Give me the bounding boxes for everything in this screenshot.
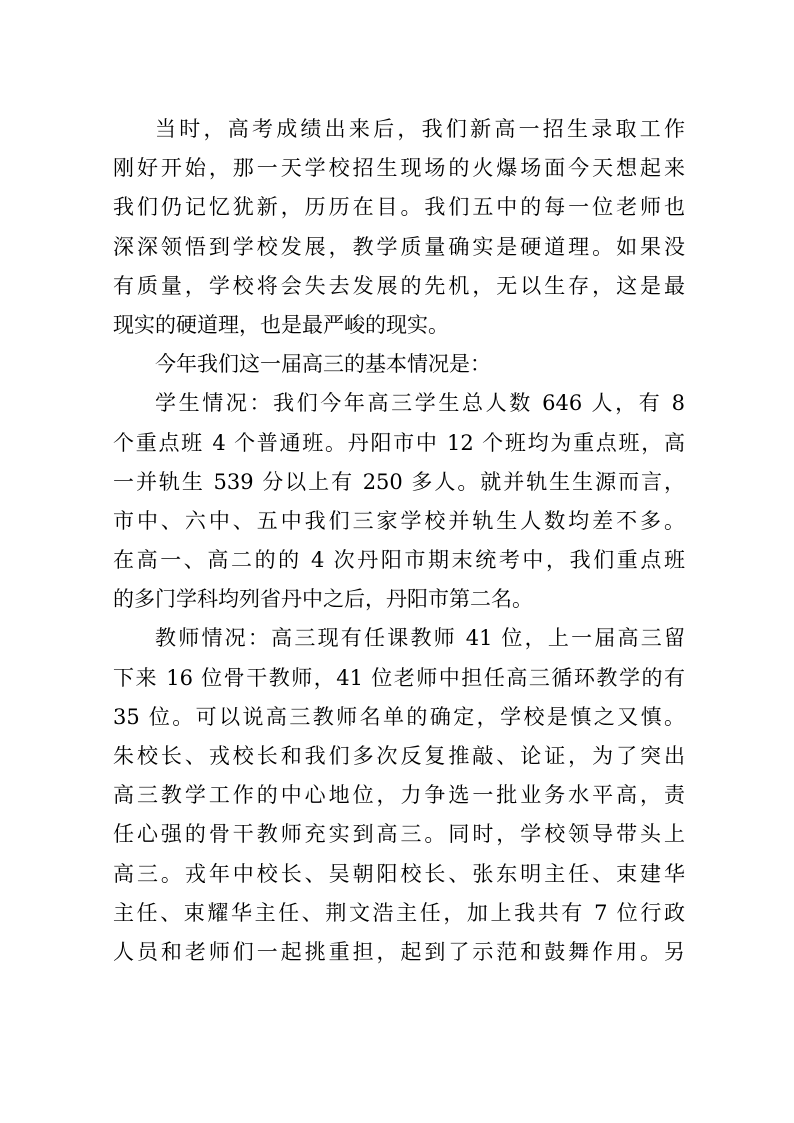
paragraph-line: 我们仍记忆犹新，历历在目。我们五中的每一位老师也 — [113, 195, 685, 220]
paragraph-line: 当时，高考成绩出来后，我们新高一招生录取工作 — [155, 117, 685, 141]
paragraph-line: 刚好开始，那一天学校招生现场的火爆场面今天想起来 — [113, 156, 685, 181]
paragraph-line: 主任、束耀华主任、荆文浩主任，加上我共有 7 位行政 — [113, 900, 685, 925]
paragraph-line: 任心强的骨干教师充实到高三。同时，学校领导带头上 — [113, 822, 685, 847]
paragraph-line: 今年我们这一届高三的基本情况是： — [155, 352, 491, 377]
document-body — [113, 110, 685, 972]
paragraph-line: 朱校长、戎校长和我们多次反复推敲、论证，为了突出 — [113, 744, 685, 768]
paragraph-line: 学生情况：我们今年高三学生总人数 646 人，有 8 — [155, 391, 685, 416]
paragraph-line: 现实的硬道理，也是最严峻的现实。 — [113, 312, 449, 337]
paragraph-line: 一并轨生 539 分以上有 250 多人。就并轨生生源而言， — [113, 469, 685, 494]
paragraph-line: 教师情况：高三现有任课教师 41 位，上一届高三留 — [155, 626, 685, 651]
paragraph-line: 高三教学工作的中心地位，力争选一批业务水平高，责 — [113, 783, 685, 808]
paragraph-line: 的多门学科均列省丹中之后，丹阳市第二名。 — [113, 587, 533, 612]
paragraph-line: 深深领悟到学校发展，教学质量确实是硬道理。如果没 — [113, 234, 685, 259]
paragraph-line: 有质量，学校将会失去发展的先机，无以生存，这是最 — [113, 273, 685, 298]
paragraph-line: 高三。戎年中校长、吴朝阳校长、张东明主任、束建华 — [113, 861, 685, 886]
paragraph-line: 下来 16 位骨干教师，41 位老师中担任高三循环教学的有 — [113, 665, 685, 690]
paragraph-line: 市中、六中、五中我们三家学校并轨生人数均差不多。 — [113, 508, 685, 533]
paragraph-line: 35 位。可以说高三教师名单的确定，学校是慎之又慎。 — [113, 704, 685, 729]
paragraph-line: 个重点班 4 个普通班。丹阳市中 12 个班均为重点班，高 — [113, 430, 685, 455]
paragraph-line: 人员和老师们一起挑重担，起到了示范和鼓舞作用。另 — [113, 939, 685, 964]
paragraph-line: 在高一、高二的的 4 次丹阳市期末统考中，我们重点班 — [113, 548, 685, 573]
